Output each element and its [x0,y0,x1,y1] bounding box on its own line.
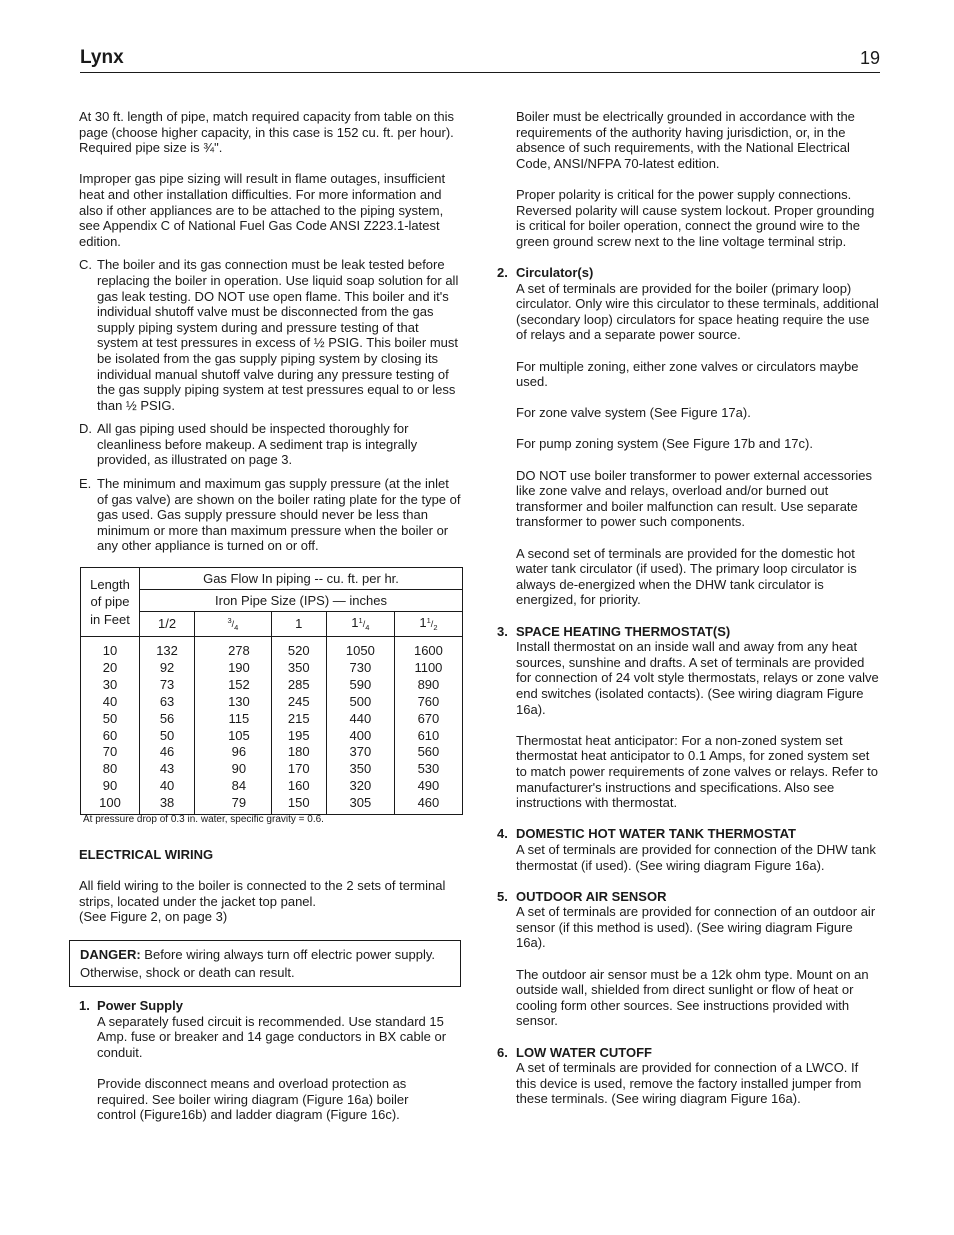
table-cell: 30 [102,676,118,692]
anticipator-paragraph: Thermostat heat anticipator: For a non-zoned system set thermostat heat anticipator to 0.1 Amps, for zoned system set to match power requirements of zone valves or relays. Refer to manufacturer's instructions and specifications. Also see instructions with thermostat. [516,732,878,811]
table-cell: 285 [287,676,310,692]
list-letter: D. [79,421,92,437]
table-cell: 63 [159,693,175,709]
table-cell: 38 [159,795,175,811]
electrical-paragraph: All field wiring to the boiler is connected to the 2 sets of terminal strips, located under the jacket top panel. [79,878,446,909]
table-cell: 10 [102,643,118,658]
table-cell: 50 [159,727,175,743]
gas-pipe-capacity-table [80,567,463,815]
table-cell: 115 [228,710,250,726]
danger-text: Before wiring always turn off electric power supply. Otherwise, shock or death can result. [80,947,436,980]
table-cell: 350 [349,761,372,777]
table-cell: 610 [417,727,440,743]
sensor-mount-paragraph: The outdoor air sensor must be a 12k ohm type. Mount on an outside wall, shielded from direct sunlight or flow of heat or cooling form other sources. See instructions provided with sensor. [516,966,869,1029]
list-item-d [79,421,461,468]
power-supply-paragraph: A separately fused circuit is recommended. Use standard 15 Amp. fuse or breaker and 14 gage conductors in BX cable or conduit. [97,1013,447,1060]
grounding-paragraph: Boiler must be electrically grounded in accordance with the requirements of the authority having jurisdiction, or, in the absence of such requirements, with the National Electrical Code, ANSI/NFPA 70-latest edition. [516,109,855,171]
table-cell: 43 [159,761,175,777]
table-cell: 80 [102,761,118,777]
table-cell: 320 [349,778,372,794]
table-cell: 150 [287,795,310,811]
zoning-paragraph: For multiple zoning, either zone valves or circulators maybe used. [516,358,859,390]
disconnect-paragraph: Provide disconnect means and overload protection as required. See boiler wiring diagram (Figure 16a) boiler control (Figure16b) and ladder diagram (Figure 16c). [97,1075,409,1123]
electrical-section [79,847,461,925]
zone-valve-paragraph: For zone valve system (See Figure 17a). [516,405,751,421]
table-cell: 160 [287,778,310,794]
table-cell: 180 [287,744,310,760]
capacity-column [394,637,462,815]
electrical-heading: ELECTRICAL WIRING [79,847,214,862]
table-cell: 46 [159,744,175,760]
capacity-column [140,637,195,815]
electrical-figure-ref: (See Figure 2, on page 3) [79,909,228,925]
table-cell: 40 [159,778,175,794]
table-cell: 560 [417,744,440,760]
table-cell: 50 [102,710,118,726]
table-cell: 79 [231,795,247,811]
dhw-circulator-paragraph: A second set of terminals are provided for the domestic hot water tank circulator (if used). The primary loop circulator is always de-energized when the DHW tank circulator is energized, for priority. [516,545,857,608]
table-cell: 245 [287,693,310,709]
gas-flow-header: Gas Flow In piping -- cu. ft. per hr. [140,568,463,590]
list-item-c [79,257,461,413]
page-number: 19 [859,48,880,68]
danger-box [69,940,461,987]
thermostat-heading: 3. SPACE HEATING THERMOSTAT(S) [497,623,731,639]
dhw-thermostat-heading: 4. DOMESTIC HOT WATER TANK THERMOSTAT [497,826,796,842]
length-column [81,637,140,815]
table-cell: 400 [349,727,372,743]
table-cell: 370 [349,744,372,760]
table-cell: 530 [417,761,440,777]
pipe-size-header: Iron Pipe Size (IPS) — inches [140,590,463,612]
size-header-cell: 1/2 [140,612,195,637]
table-cell: 40 [102,693,118,709]
thermostat-paragraph: Install thermostat on an inside wall and away from any heat sources, sunshine and drafts. A set of terminals are provided for connection of 24 volt style thermostats, relays or zone valve end switches (isolated contacts). (See wiring diagram Figure 16a). [516,639,879,717]
table-cell: 730 [349,659,372,675]
table-cell: 278 [228,643,250,658]
capacity-column [326,637,394,815]
table-cell: 490 [417,778,440,794]
size-header-cell: $1^1/_4$ [326,612,394,637]
pipe-capacity-paragraph: At 30 ft. length of pipe, match required capacity from table on this page (choose higher capacity, in this case is 152 cu. ft. per hour). Required pipe size is ¾". [79,109,455,156]
table-cell: 440 [349,710,372,726]
table-cell: 305 [349,795,372,811]
table-cell: 500 [349,693,372,709]
capacity-column [271,637,326,815]
table-note: At pressure drop of 0.3 in. water, specific gravity = 0.6. [83,814,324,825]
list-item-e [79,476,461,554]
table-cell: 73 [159,676,175,692]
transformer-paragraph: DO NOT use boiler transformer to power external accessories like zone valve and relays, overload and/or burned out transformer and boiler malfunction can result. Use separate transformer to power such components. [516,467,872,530]
table-cell: 92 [159,659,175,675]
list-letter: C. [79,257,92,273]
size-header-cell: $1^1/_2$ [394,612,462,637]
power-supply-section [79,998,451,1123]
left-column [79,109,461,562]
table-cell: 132 [156,643,178,658]
table-cell: 100 [99,795,121,811]
table-cell: 105 [228,727,250,743]
polarity-paragraph: Proper polarity is critical for the power supply connections. Reversed polarity will cause system lockout. Proper grounding is critical for boiler operation, connect the ground wire to the green ground screw next to the line voltage terminal strip. [516,186,875,249]
length-header: Length of pipe in Feet [81,568,140,637]
table-cell: 152 [228,676,250,692]
table-cell: 195 [287,727,310,743]
circulators-heading: 2. Circulator(s) [497,264,594,280]
size-header-cell: $^3/_4$ [195,612,272,637]
pipe-sizing-paragraph: Improper gas pipe sizing will result in flame outages, insufficient heat and other installation difficulties. For more information and also if other appliances are to be attached to the piping system, see Appendix C of National Fuel Gas Code ANSI Z223.1-latest edition. [79,171,446,249]
list-text: The minimum and maximum gas supply pressure (at the inlet of gas valve) are shown on the boiler rating plate for the type of gas used. Gas supply pressure should never be less than minimum or more than maximum pressure when the boiler or any other appliance is turned on or off. [97,476,461,554]
table-cell: 760 [417,693,440,709]
table-cell: 890 [417,676,440,692]
outdoor-sensor-paragraph: A set of terminals are provided for connection of an outdoor air sensor (if this method is used). (See wiring diagram Figure 16a). [516,904,876,951]
header-rule [80,72,880,73]
table-cell: 190 [228,659,250,675]
table-cell: 56 [159,710,175,726]
table-cell: 20 [102,659,118,675]
table-cell: 1600 [413,643,443,658]
pump-zoning-paragraph: For pump zoning system (See Figure 17b and 17c). [516,436,813,452]
power-supply-heading: 1. Power Supply [79,998,183,1013]
circulators-paragraph: A set of terminals are provided for the boiler (primary loop) circulator. Only wire this circulator to these terminals, additional (secondary loop) circulators for space heating require the use of relays and a separate power source. [516,280,879,343]
lwco-heading: 6. LOW WATER CUTOFF [497,1044,652,1060]
table-cell: 90 [231,761,247,777]
table-cell: 215 [287,710,310,726]
table-cell: 130 [228,693,250,709]
right-column [497,109,881,1107]
outdoor-sensor-heading: 5. OUTDOOR AIR SENSOR [497,888,667,904]
table-cell: 70 [102,744,118,760]
table-cell: 670 [417,710,440,726]
list-text: All gas piping used should be inspected thoroughly for cleanliness before makeup. A sediment trap is integrally provided, as illustrated on page 3. [97,421,418,468]
dhw-thermostat-paragraph: A set of terminals are provided for connection of the DHW tank thermostat (if used). (See wiring diagram Figure 16a). [516,841,876,873]
table-cell: 90 [102,778,118,794]
table-cell: 350 [287,659,310,675]
capacity-column [195,637,272,815]
table-cell: 1050 [345,643,375,658]
lwco-paragraph: A set of terminals are provided for connection of a LWCO. If this device is used, remove the factory installed jumper from these terminals. (See wiring diagram Figure 16a). [516,1060,862,1107]
page-header-title: Lynx [80,47,124,68]
table-cell: 84 [231,778,247,794]
table-cell: 590 [349,676,372,692]
list-letter: E. [79,476,92,492]
table-cell: 1100 [414,659,443,675]
size-header-cell: 1 [271,612,326,637]
table-cell: 60 [102,727,118,743]
table-cell: 170 [287,761,310,777]
table-cell: 96 [231,744,247,760]
table-cell: 520 [287,643,310,658]
list-text: The boiler and its gas connection must be leak tested before replacing the boiler in operation. Use liquid soap solution for all gas leak testing. DO NOT use open flame. This boiler and it's individual shutoff valve must be disconnected from the gas supply piping system during and pressure testing of that system at test pressures in excess of ½ PSIG. This boiler must be isolated from the gas supply piping system by closing its individual manual shutoff valve during any pressure testing of the gas supply piping system at test pressures equal to or less than ½ PSIG. [97,257,459,413]
danger-label: DANGER: [80,947,141,962]
table-cell: 460 [417,795,440,811]
